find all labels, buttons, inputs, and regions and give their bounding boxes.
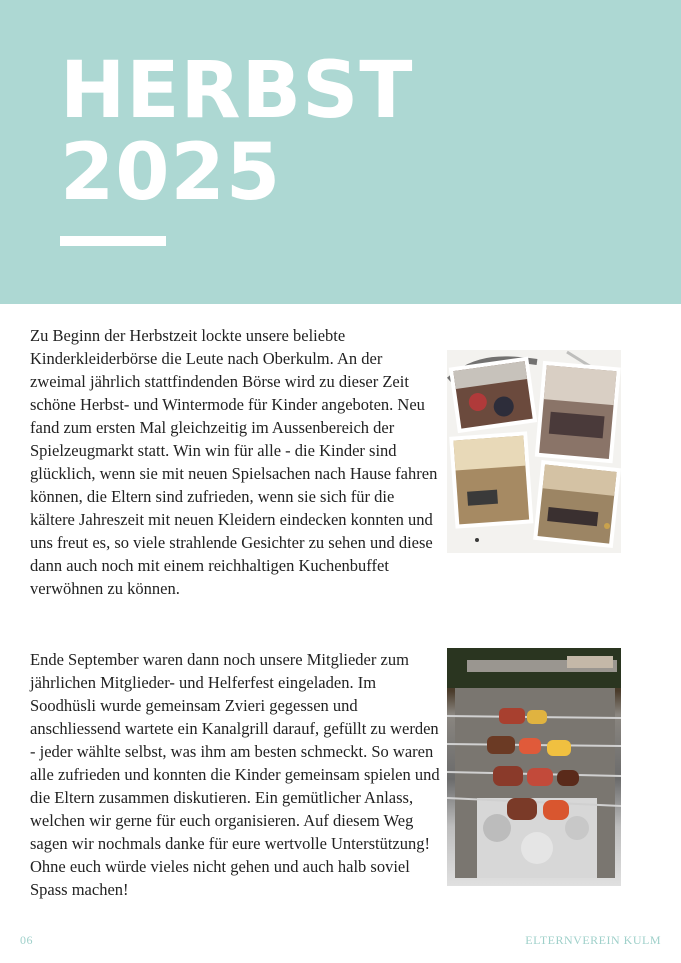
page-title	[60, 46, 414, 218]
collage-image	[447, 350, 621, 553]
page-number: 06	[20, 933, 33, 947]
title-line-season: HERBST	[60, 46, 414, 136]
kanalgrill-photo	[447, 648, 621, 886]
title-underline	[60, 236, 166, 246]
grill-image	[447, 648, 621, 886]
kleiderboerse-photo-collage	[447, 350, 621, 553]
title-line-year: 2025	[60, 128, 282, 218]
organization-name: ELTERNVEREIN KULM	[525, 933, 661, 947]
article-paragraph-helferfest: Ende September waren dann noch unsere Mitglieder zum jährlichen Mitglieder- und Helferfest eingeladen. Im Soodhüsli wurde gemeinsam Zvieri gegessen und anschliessend wartete ein Kanalgrill darauf, gefüllt zu werden - jeder wählte selbst, was ihm am besten schmeckt. So waren alle zufrieden und konnten die Kinder gemeinsam spielen und die Eltern zusammen diskutieren. Ein gemütlicher Anlass, welchen wir gerne für euch organisieren. Auf diesem Weg sagen wir nochmals danke für eure wertvolle Unterstützung! Ohne euch würde vieles nicht gehen und auch halb soviel Spass machen!	[30, 650, 440, 899]
article-paragraph-kleiderboerse: Zu Beginn der Herbstzeit lockte unsere beliebte Kinderkleiderbörse die Leute nach Oberkulm. An der zweimal jährlich stattfindenden Börse wird zu dieser Zeit schöne Herbst- und Wintermode für Kinder angeboten. Neu fand zum ersten Mal gleichzeitig im Aussenbereich der Spielzeugmarkt statt. Win win für alle - die Kinder sind glücklich, wenn sie mit neuen Spielsachen nach Hause fahren können, die Eltern sind zufrieden, wenn sie sich für die kältere Jahreszeit mit neuen Kleidern eindecken konnten und uns freut es, so viele strahlende Gesichter zu sehen und diese dann auch noch mit einem reichhaltigen Kuchenbuffet verwöhnen zu können.	[30, 326, 438, 598]
header-banner	[0, 0, 681, 304]
